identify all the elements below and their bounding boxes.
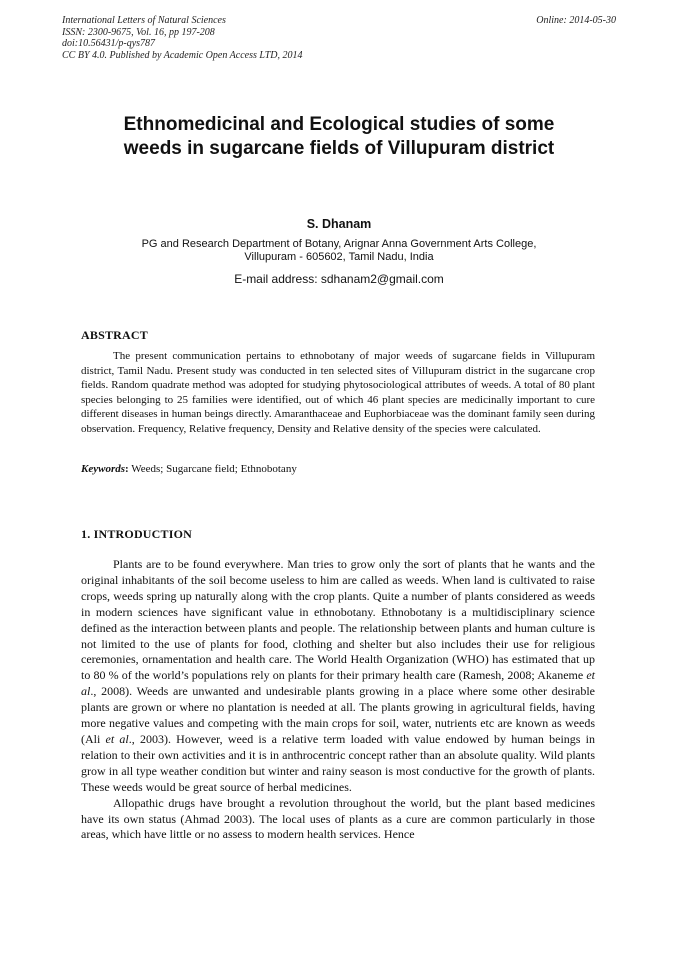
affiliation-line-1: PG and Research Department of Botany, Arignar Anna Government Arts College, <box>141 238 537 250</box>
issn-line: ISSN: 2300-9675, Vol. 16, pp 197-208 <box>62 26 215 38</box>
abstract-heading: ABSTRACT <box>81 328 148 342</box>
intro-paragraph-1 <box>81 557 595 796</box>
keywords-text: Weeds; Sugarcane field; Ethnobotany <box>128 463 297 475</box>
affiliation-line-2: Villupuram - 605602, Tamil Nadu, India <box>244 251 434 263</box>
author-affiliation <box>100 238 578 264</box>
et-al-2: et al <box>105 731 129 746</box>
keywords-label: Keywords <box>81 463 125 475</box>
journal-name: International Letters of Natural Sciences <box>62 15 226 26</box>
online-date: Online: 2014-05-30 <box>536 15 616 26</box>
intro-p1-part-c: ., 2003). However, weed is a relative term loaded with value endowed by human beings in relation to their own activities and it is in anthrocentric concept rather than an absolute quality. Wild plants grow in all type weather condition but winter and rainy season is most conductive for the growth of plants. These weeds would be great source of herbal medicines. <box>81 731 595 794</box>
license-line: CC BY 4.0. Published by Academic Open Access LTD, 2014 <box>62 49 303 61</box>
paper-title <box>70 113 608 161</box>
keywords-line <box>81 463 595 475</box>
intro-p1-part-b: ., 2008). Weeds are unwanted and undesirable plants growing in a place where some other desirable plants are grown or where no plantation is needed at all. The plants growing in agricultural fields, having more negative values and competing with the main crops for soil, water, nutrients etc are known as weeds (Ali <box>81 684 595 746</box>
title-line-1: Ethnomedicinal and Ecological studies of some <box>123 114 555 135</box>
introduction-heading: 1. INTRODUCTION <box>81 527 193 541</box>
keywords-colon: : <box>125 463 129 475</box>
journal-header <box>62 15 616 61</box>
author-email[interactable]: E-mail address: sdhanam2@gmail.com <box>234 272 444 286</box>
intro-p1-part-a: Plants are to be found everywhere. Man tries to grow only the sort of plants that he wants and the original inhabitants of the soil become useless to him are called as weeds. When land is cultivated to raise crops, weeds spring up naturally along with the crop plants. Quite a number of plants considered as weeds in modern sciences have significant value in ethnobotany. Ethnobotany is a multidisciplinary science defined as the interaction between plants and people. The relationship between plants and human culture is not limited to the use of plants for food, clothing and shelter but also includes their use for religious ceremonies, ornamentation and health care. The World Health Organization (WHO) has estimated that up to 80 % of the world’s populations rely on plants for their primary health care (Ramesh, 2008; Akaneme <box>81 557 595 683</box>
et-al-1: et al <box>81 668 595 699</box>
intro-paragraph-2: Allopathic drugs have brought a revolution throughout the world, but the plant based medicines have its own status (Ahmad 2003). The local uses of plants as a cure are common particularly in those areas, which have little or no assess to modern health services. Hence <box>81 795 595 842</box>
abstract-text: The present communication pertains to ethnobotany of major weeds of sugarcane fields in Villupuram district, Tamil Nadu. Present study was conducted in ten selected sites of Villupuram district in the sugarcane crop fields. Random quadrate method was adopted for studying phytosociological attributes of weeds. A total of 80 plant species belonging to 25 families were identified, out of which 46 plant species are medicinally important to cure different diseases in human beings directly. Amaranthaceae and Euphorbiaceae was the dominant family seen during observation. Frequency, Relative frequency, Density and Relative density of the species were calculated. <box>81 350 595 435</box>
introduction-body <box>81 557 595 843</box>
author-name: S. Dhanam <box>306 217 372 231</box>
doi-line[interactable]: doi:10.56431/p-qys787 <box>62 38 156 50</box>
title-line-2: weeds in sugarcane fields of Villupuram district <box>123 138 555 159</box>
